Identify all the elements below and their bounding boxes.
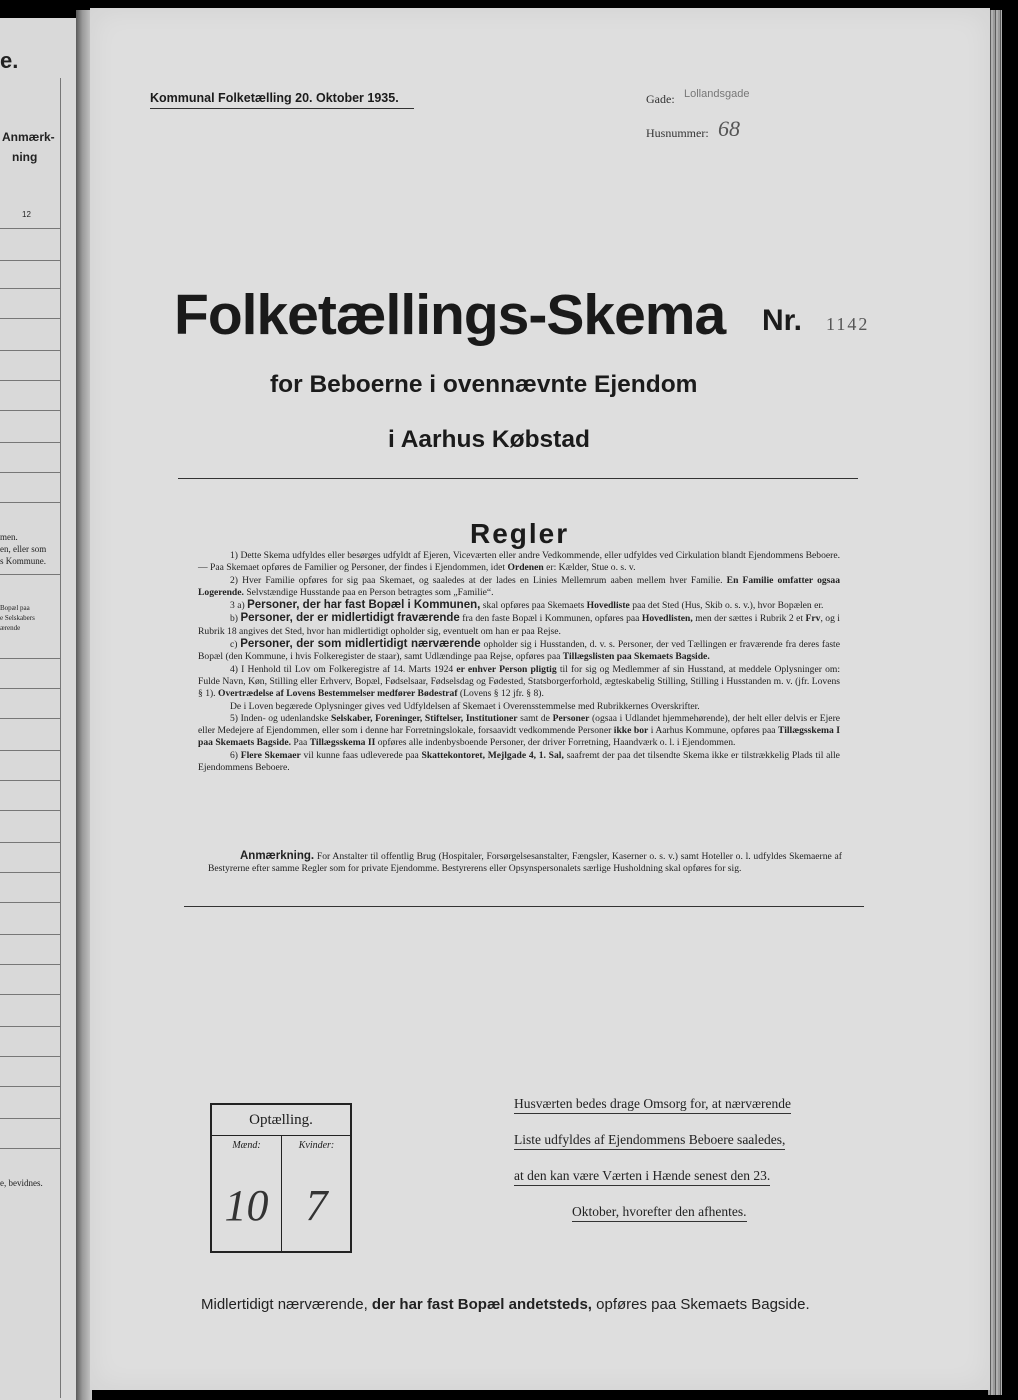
women-count: 7 xyxy=(305,1181,328,1230)
row-rule xyxy=(0,1118,60,1119)
rule-4-cont: De i Loven begærede Oplysninger gives ved Udfyldelsen af Skemaet i Overensstemmelse med Rubrikkernes Overskrifter. xyxy=(230,700,700,712)
form-number-value: 1142 xyxy=(826,314,870,334)
previous-page-fragment xyxy=(0,18,76,1400)
remark-paragraph xyxy=(208,850,842,876)
notice-line-4: Oktober, hvorefter den afhentes. xyxy=(572,1204,747,1222)
fragment-text: Bopæl paa xyxy=(0,604,30,612)
census-form-page xyxy=(90,8,990,1390)
rule-3a: 3 a) Personer, der har fast Bopæl i Kommunen, skal opføres paa Skemaets Hovedliste paa det Sted (Hus, Skib o. s. v.), hvor Bopælen er. xyxy=(230,599,824,612)
fragment-text: ærende xyxy=(0,624,21,632)
fragment-text: Anmærk- xyxy=(2,130,55,144)
row-rule xyxy=(0,410,60,411)
row-rule xyxy=(0,1026,60,1027)
women-column xyxy=(281,1136,351,1251)
row-rule xyxy=(0,574,60,575)
fragment-text: men. xyxy=(0,532,18,542)
row-rule xyxy=(0,934,60,935)
fragment-text: en, eller som xyxy=(0,544,47,554)
rule-1: 1) Dette Skema udfyldes eller besørges udfyldt af Ejeren, Viceværten eller andre Vedkommende, eller udfyldes ved Cirkulation blandt Ejendommens Beboere. — Paa Skemaet opføres de Familier og Personer, der findes i Ejendommen, idet Ordenen er: Kælder, Stue o. s. v. xyxy=(198,550,840,574)
row-rule xyxy=(0,964,60,965)
rules-heading: Regler xyxy=(470,518,570,549)
fragment-text: 12 xyxy=(22,210,31,219)
row-rule xyxy=(0,318,60,319)
row-rule xyxy=(0,1148,60,1149)
row-rule xyxy=(0,350,60,351)
fragment-text: e. xyxy=(0,48,19,73)
row-rule xyxy=(0,472,60,473)
house-number-value: 68 xyxy=(718,116,740,141)
row-rule xyxy=(0,228,60,229)
row-rule xyxy=(0,780,60,781)
row-rule xyxy=(0,442,60,443)
fragment-text: s Kommune. xyxy=(0,556,46,566)
row-rule xyxy=(0,260,60,261)
census-header: Kommunal Folketælling 20. Oktober 1935. xyxy=(150,91,399,105)
count-columns xyxy=(212,1136,350,1251)
row-rule xyxy=(0,718,60,719)
remark-label: Anmærkning. xyxy=(240,850,315,862)
notice-line-3: at den kan være Værten i Hænde senest den 23. xyxy=(514,1168,770,1186)
page-edge xyxy=(988,10,1002,1395)
row-rule xyxy=(0,688,60,689)
section-divider xyxy=(178,478,858,479)
section-divider xyxy=(184,906,864,907)
row-rule xyxy=(0,902,60,903)
row-rule xyxy=(0,750,60,751)
header-underline xyxy=(150,108,414,109)
footer-note: Midlertidigt nærværende, der har fast Bopæl andetsteds, opføres paa Skemaets Bagside. xyxy=(201,1296,810,1313)
form-location: i Aarhus Købstad xyxy=(388,426,590,453)
count-title: Optælling. xyxy=(212,1105,350,1136)
row-rule xyxy=(0,502,60,503)
row-rule xyxy=(0,288,60,289)
men-column xyxy=(212,1136,281,1251)
count-box xyxy=(210,1103,352,1253)
row-rule xyxy=(0,994,60,995)
row-rule xyxy=(0,872,60,873)
notice-line-1: Husværten bedes drage Omsorg for, at nærværende xyxy=(514,1096,791,1114)
row-rule xyxy=(0,1086,60,1087)
fragment-text: e Selskabers xyxy=(0,614,35,622)
street-value: Lollandsgade xyxy=(684,88,750,100)
remark-text: For Anstalter til offentlig Brug (Hospitaler, Forsørgelsesanstalter, Fængsler, Kaserner o. s. v.) samt Hoteller o. l. udfyldes Skemaerne af Bestyrerne efter samme Regler som for private Ejendomme. Bestyrerens eller Opsynspersonalets særlige Husholdning skal opføres for sig. xyxy=(208,851,842,875)
rule-5: 5) Inden- og udenlandske Selskaber, Foreninger, Stiftelser, Institutioner samt de Personer (ogsaa i Udlandet hjemmehørende), der helt eller delvis er Ejere eller Medejere af Ejendommen, eller som i denne har Forretningslokale, forsaavidt vedkommende Personer ikke bor i Aarhus Kommune, opføres paa Tillægsskema I paa Skemaets Bagside. Paa Tillægsskema II opføres alle indenbysboende Personer, der driver Forretning, Haandværk o. l. i Ejendommen. xyxy=(198,712,841,749)
fragment-text: ning xyxy=(12,150,38,164)
row-rule xyxy=(0,1056,60,1057)
row-rule xyxy=(0,810,60,811)
form-subtitle: for Beboerne i ovennævnte Ejendom xyxy=(270,371,698,398)
rule-4: 4) I Henhold til Lov om Folkeregistre af 14. Marts 1924 er enhver Person pligtig til for sig og Medlemmer af sin Husstand, at meddele Oplysninger om: Fulde Navn, Køn, Stilling eller Erhverv, Bopæl, Fødselsaar, Fødselsdag og Fødested, Statsborgerforhold, ægteskabelig Stilling, Stilling i Husstanden m. v. (jfr. Lovens § 1). Overtrædelse af Lovens Bestemmelser medfører Bødestraf (Lovens § 12 jfr. § 8). xyxy=(198,663,840,700)
fragment-text: e, bevidnes. xyxy=(0,1178,43,1188)
rule-6: 6) Flere Skemaer vil kunne faas udleverede paa Skattekontoret, Mejlgade 4, 1. Sal, saafremt der paa det tilsendte Skema ikke er tilstrækkelig Plads til alle Ejendommens Beboere. xyxy=(198,749,840,774)
row-rule xyxy=(0,842,60,843)
rules-text xyxy=(198,550,840,774)
rule-3b: b) Personer, der er midlertidigt fraværende fra den faste Bopæl i Kommunen, opføres paa Hovedlisten, men der sættes i Rubrik 2 et Frv, og i Rubrik 18 angives det Sted, hvor han midlertidigt opholder sig, eventuelt om han er paa Rejse. xyxy=(198,612,840,637)
street-label: Gade: xyxy=(646,92,675,106)
rule-3c: c) Personer, der som midlertidigt nærværende opholder sig i Husstanden, d. v. s. Personer, der ved Tællingen er fraværende fra deres faste Bopæl (den Kommune, i hvis Folkeregister de staar), samt Udlændinge paa Rejse, opføres paa Tillægslisten paa Skemaets Bagside. xyxy=(198,638,840,663)
notice-line-2: Liste udfyldes af Ejendommens Beboere saaledes, xyxy=(514,1132,785,1150)
rule-2: 2) Hver Familie opføres for sig paa Skemaet, og saaledes at der lades en Linies Mellemrum aaben mellem hver Familie. En Familie omfatter ogsaa Logerende. Selvstændige Husstande paa en Person betragtes som „Familie“. xyxy=(198,574,840,598)
form-number-label: Nr. xyxy=(762,304,803,337)
men-count: 10 xyxy=(224,1181,269,1230)
form-title: Folketællings-Skema xyxy=(174,283,726,347)
house-number-label: Husnummer: xyxy=(646,126,709,140)
men-label: Mænd: xyxy=(232,1140,261,1151)
row-rule xyxy=(0,658,60,659)
column-divider xyxy=(60,78,61,1398)
row-rule xyxy=(0,380,60,381)
women-label: Kvinder: xyxy=(298,1140,335,1151)
